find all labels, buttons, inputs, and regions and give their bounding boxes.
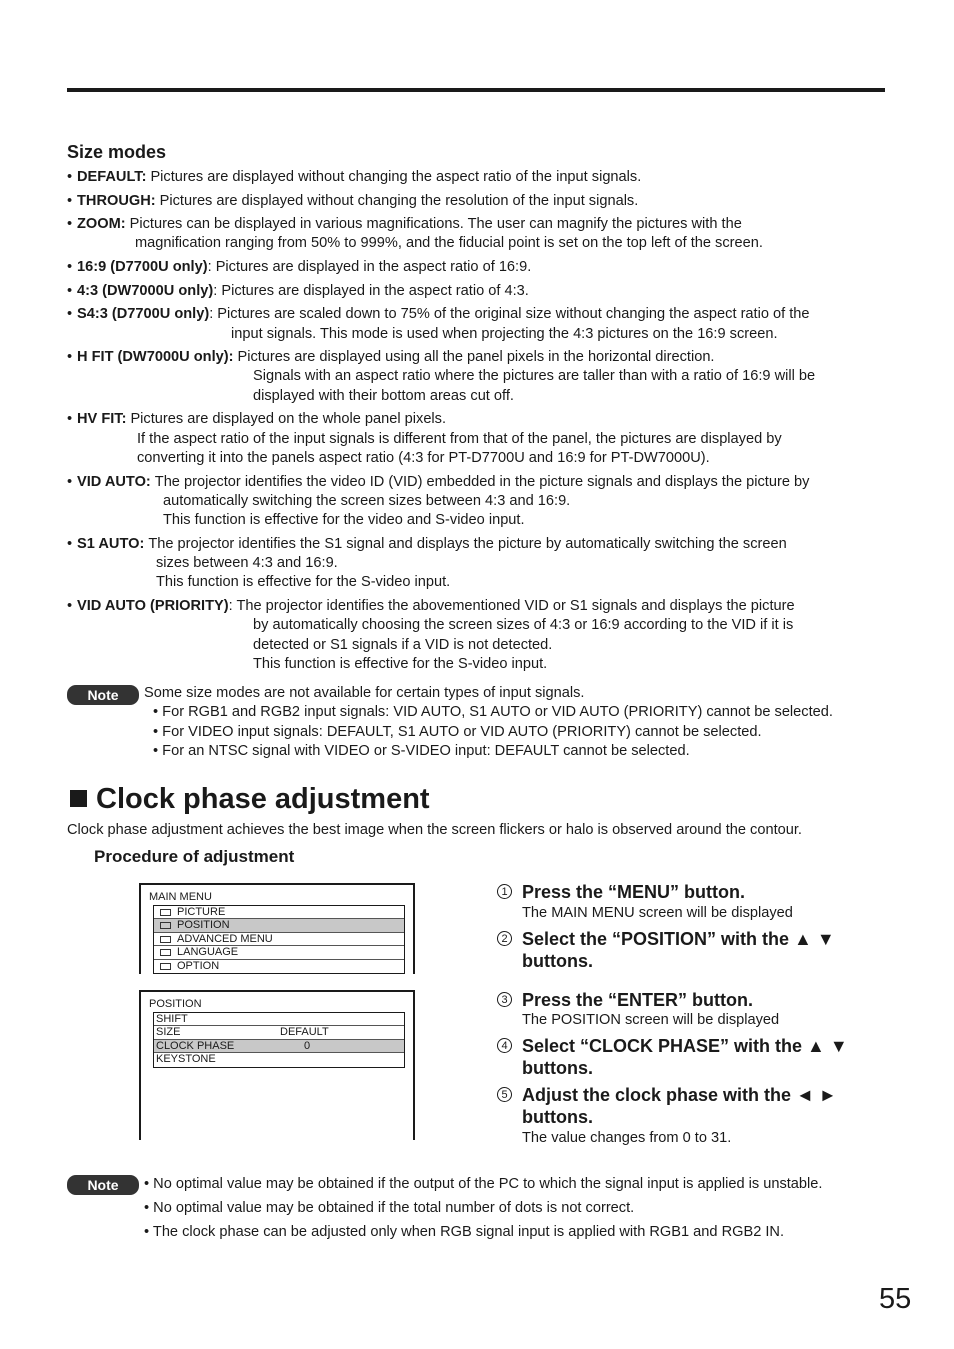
- size-mode-item: • VID AUTO: The projector identifies the video ID (VID) embedded in the picture signals and displays the picture by automatically switching the screen sizes between 4:3 and 16:9. This function is effective for the video and S-video input.: [67, 473, 887, 531]
- position-menu-screen: [139, 990, 415, 1140]
- size-mode-item: • HV FIT: Pictures are displayed on the whole panel pixels. If the aspect ratio of the input signals is different from that of the panel, the pictures are displayed by converting it into the panels aspect ratio (4:3 for PT-D7700U and 16:9 for PT-DW7000U).: [67, 410, 887, 468]
- main-menu-item[interactable]: [154, 960, 404, 973]
- step-1-note: The MAIN MENU screen will be displayed: [522, 905, 793, 921]
- size-mode-item: • 16:9 (D7700U only): Pictures are displayed in the aspect ratio of 16:9.: [67, 259, 532, 276]
- size-mode-desc: This function is effective for the S-video input.: [156, 574, 451, 591]
- size-mode-desc: Signals with an aspect ratio where the pictures are taller than with a ratio of 16:9 will be: [253, 368, 816, 385]
- size-mode-desc: converting it into the panels aspect ratio (4:3 for PT-D7700U and 16:9 for PT-DW7000U).: [137, 449, 710, 466]
- menu-item-label: PICTURE: [177, 906, 226, 918]
- menu-item-icon: [160, 936, 171, 943]
- size-mode-term: VID AUTO:: [77, 473, 151, 490]
- note-bullet: • The clock phase can be adjusted only when RGB signal input is applied with RGB1 and RGB2 IN.: [144, 1224, 785, 1240]
- position-menu-title: POSITION: [149, 998, 202, 1010]
- size-modes-list: [67, 168, 887, 678]
- size-mode-desc: detected or S1 signals if a VID is not detected.: [253, 636, 553, 653]
- main-menu-item[interactable]: [154, 919, 404, 932]
- menu-item-label: ADVANCED MENU: [177, 932, 273, 945]
- size-mode-term: H FIT (DW7000U only):: [77, 349, 234, 366]
- size-mode-desc: input signals. This mode is used when projecting the 4:3 pictures on the 16:9 screen.: [231, 325, 778, 342]
- menu-item-label: KEYSTONE: [156, 1053, 216, 1066]
- menu-item-label: CLOCK PHASE: [156, 1039, 235, 1052]
- size-mode-desc: If the aspect ratio of the input signals is different from that of the panel, the pictures are displayed by: [137, 430, 782, 447]
- size-mode-item: • ZOOM: Pictures can be displayed in various magnifications. The user can magnify the pictures with the magnification ranging from 50% to 999%, and the fiducial point is set on the top left of the screen.: [67, 215, 887, 254]
- size-mode-desc: automatically switching the screen sizes between 4:3 and 16:9.: [163, 492, 571, 509]
- size-mode-item: • 4:3 (DW7000U only): Pictures are displayed in the aspect ratio of 4:3.: [67, 282, 529, 299]
- menu-item-label: POSITION: [177, 919, 230, 932]
- page-number: 55: [879, 1283, 912, 1315]
- size-mode-item: • THROUGH: Pictures are displayed without changing the resolution of the input signals.: [67, 192, 639, 209]
- size-mode-desc: Pictures are displayed without changing the resolution of the input signals.: [159, 192, 639, 209]
- size-mode-term: S4:3 (D7700U only): [77, 306, 210, 323]
- note-bullet: • For an NTSC signal with VIDEO or S-VIDEO input: DEFAULT cannot be selected.: [153, 742, 690, 759]
- size-mode-desc: This function is effective for the video and S-video input.: [163, 512, 525, 529]
- menu-item-label: LANGUAGE: [177, 946, 239, 959]
- section-intro: Clock phase adjustment achieves the best image when the screen flickers or halo is observed around the contour.: [67, 822, 802, 838]
- position-menu-item[interactable]: [154, 1053, 404, 1066]
- menu-item-label: OPTION: [177, 959, 220, 972]
- size-mode-desc: : Pictures are displayed in the aspect ratio of 4:3.: [213, 282, 529, 299]
- position-menu-item[interactable]: [154, 1040, 404, 1053]
- menu-item-icon: [160, 909, 171, 916]
- menu-item-value: 0: [304, 1039, 311, 1052]
- note-badge: Note: [67, 1175, 139, 1195]
- size-mode-item: • S1 AUTO: The projector identifies the S1 signal and displays the picture by automatically switching the screen sizes between 4:3 and 16:9. This function is effective for the S-video input.: [67, 535, 887, 593]
- position-menu-item[interactable]: [154, 1026, 404, 1039]
- menu-item-icon: [160, 922, 171, 929]
- size-mode-term: VID AUTO (PRIORITY): [77, 597, 229, 614]
- size-mode-term: ZOOM:: [77, 216, 126, 233]
- size-mode-item: • DEFAULT: Pictures are displayed without changing the aspect ratio of the input signals.: [67, 169, 642, 185]
- size-mode-term: DEFAULT:: [77, 169, 147, 185]
- top-rule: [67, 88, 885, 92]
- position-menu-list: [153, 1012, 405, 1068]
- note-bullet: • For RGB1 and RGB2 input signals: VID AUTO, S1 AUTO or VID AUTO (PRIORITY) cannot be selected.: [153, 704, 833, 721]
- step-3-note: The POSITION screen will be displayed: [522, 1012, 780, 1028]
- menu-item-label: SIZE: [156, 1026, 181, 1039]
- main-menu-list: [153, 905, 405, 974]
- size-mode-item: • VID AUTO (PRIORITY): The projector identifies the abovementioned VID or S1 signals and displays the picture by automatically choosing the screen sizes of 4:3 or 16:9 according to the VID if it is detected or S1 signals if a VID is not detected. This function is effective for the S-video input.: [67, 597, 887, 674]
- main-menu-item[interactable]: [154, 946, 404, 959]
- procedure-heading: Procedure of adjustment: [94, 847, 295, 866]
- size-mode-desc: This function is effective for the S-video input.: [253, 655, 548, 672]
- size-mode-desc: sizes between 4:3 and 16:9.: [156, 555, 338, 572]
- size-mode-desc: : The projector identifies the abovementioned VID or S1 signals and displays the picture: [228, 597, 795, 614]
- size-mode-term: 16:9 (D7700U only): [77, 259, 208, 276]
- note-bullet: • No optimal value may be obtained if the output of the PC to which the signal input is applied is unstable.: [144, 1176, 823, 1192]
- size-mode-desc: : Pictures are scaled down to 75% of the original size without changing the aspect ratio of the: [209, 306, 810, 323]
- menu-item-icon: [160, 963, 171, 970]
- square-bullet-icon: [70, 790, 87, 807]
- main-menu-item[interactable]: [154, 933, 404, 946]
- size-mode-desc: magnification ranging from 50% to 999%, and the fiducial point is set on the top left of the screen.: [135, 235, 763, 252]
- size-modes-heading: Size modes: [67, 142, 167, 162]
- size-mode-desc: by automatically choosing the screen sizes of 4:3 or 16:9 according to the VID if it is: [253, 617, 794, 634]
- size-mode-desc: The projector identifies the video ID (VID) embedded in the picture signals and displays the picture by: [154, 473, 810, 490]
- main-menu-title: MAIN MENU: [149, 891, 212, 903]
- size-mode-term: HV FIT:: [77, 411, 127, 428]
- size-mode-desc: : Pictures are displayed in the aspect ratio of 16:9.: [207, 259, 532, 276]
- size-mode-term: 4:3 (DW7000U only): [77, 282, 214, 299]
- step-5-note: The value changes from 0 to 31.: [522, 1130, 732, 1146]
- size-mode-desc: The projector identifies the S1 signal and displays the picture by automatically switching the screen: [148, 535, 787, 552]
- menu-item-icon: [160, 949, 171, 956]
- size-mode-desc: Pictures are displayed on the whole panel pixels.: [130, 411, 447, 428]
- note-bullet: • No optimal value may be obtained if the total number of dots is not correct.: [144, 1200, 635, 1216]
- size-mode-desc: Pictures are displayed using all the panel pixels in the horizontal direction.: [237, 349, 715, 366]
- size-mode-desc: displayed with their bottom areas cut off.: [253, 387, 514, 404]
- size-mode-item: • S4:3 (D7700U only): Pictures are scaled down to 75% of the original size without changing the aspect ratio of the input signals. This mode is used when projecting the 4:3 pictures on the 16:9 screen.: [67, 305, 887, 344]
- menu-item-value: DEFAULT: [280, 1026, 329, 1039]
- main-menu-item[interactable]: [154, 906, 404, 919]
- size-mode-desc: Pictures can be displayed in various magnifications. The user can magnify the pictures with the: [129, 216, 742, 233]
- position-menu-item[interactable]: [154, 1013, 404, 1026]
- size-mode-term: THROUGH:: [77, 192, 156, 209]
- note-bullet: • For VIDEO input signals: DEFAULT, S1 AUTO or VID AUTO (PRIORITY) cannot be selected.: [153, 723, 762, 740]
- main-menu-screen: [139, 883, 415, 974]
- menu-item-label: SHIFT: [156, 1013, 188, 1025]
- size-mode-term: S1 AUTO:: [77, 535, 145, 552]
- size-mode-desc: Pictures are displayed without changing the aspect ratio of the input signals.: [150, 169, 642, 185]
- note-badge: Note: [67, 685, 139, 705]
- note-lead: Some size modes are not available for certain types of input signals.: [144, 685, 585, 701]
- size-mode-item: • H FIT (DW7000U only): Pictures are displayed using all the panel pixels in the horizontal direction. Signals with an aspect ratio where the pictures are taller than with a ratio of 16:9 will be displayed with their bottom areas cut off.: [67, 348, 887, 406]
- section-title: Clock phase adjustment: [67, 783, 430, 816]
